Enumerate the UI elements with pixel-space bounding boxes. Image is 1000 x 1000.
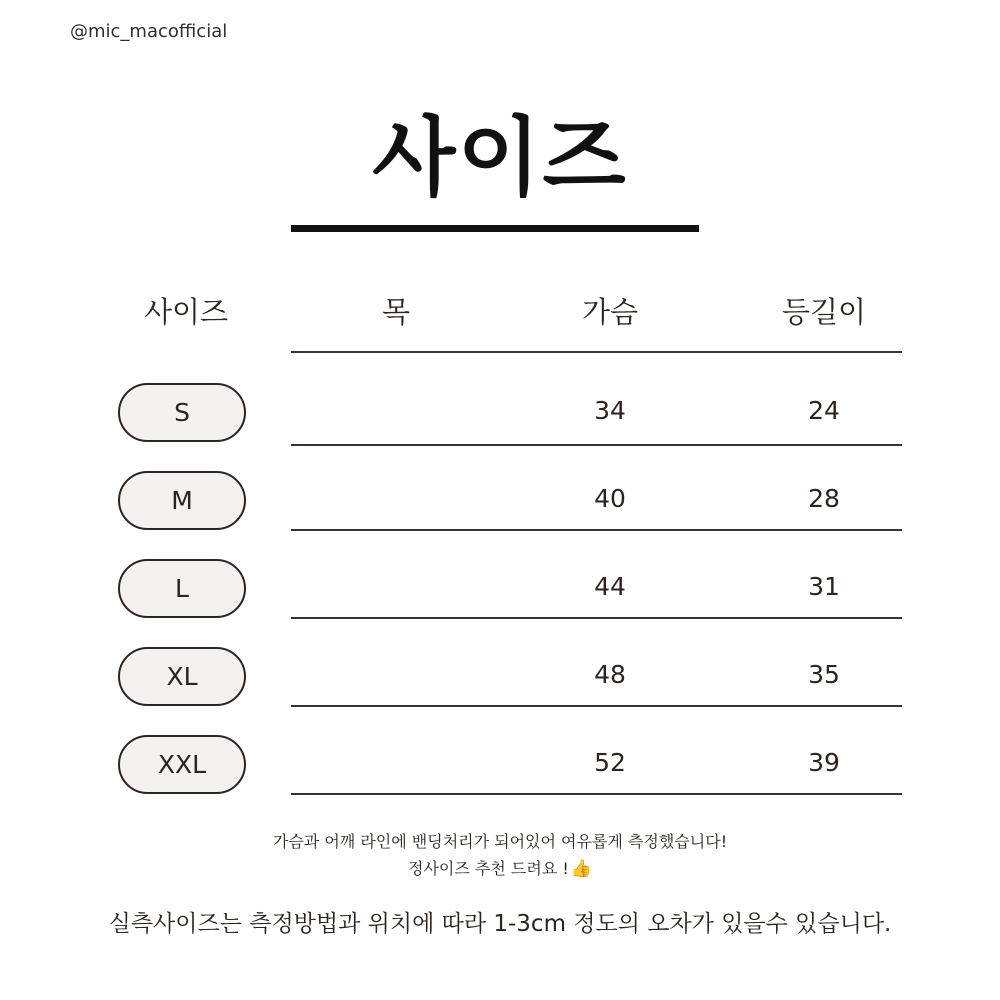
chest-value: 52 (594, 748, 626, 777)
header-back-length: 등길이 (781, 295, 867, 329)
chest-value: 34 (594, 396, 626, 425)
row-divider (291, 444, 902, 446)
measurement-disclaimer: 실측사이즈는 측정방법과 위치에 따라 1-3cm 정도의 오차가 있을수 있습니다. (108, 911, 892, 937)
size-pill-l: L (118, 559, 246, 618)
header-divider (291, 351, 902, 353)
size-pill-s: S (118, 383, 246, 442)
recommendation-text: 정사이즈 추천 드려요 ! (408, 859, 569, 878)
back-length-value: 31 (808, 572, 840, 601)
fit-note: 가슴과 어깨 라인에 밴딩처리가 되어있어 여유롭게 측정했습니다! (272, 832, 728, 851)
header-neck: 목 (381, 295, 410, 329)
row-divider (291, 705, 902, 707)
account-handle: @mic_macofficial (70, 21, 228, 42)
row-divider (291, 793, 902, 795)
chest-value: 40 (594, 484, 626, 513)
recommendation-note (0, 856, 1000, 882)
page-title: 사이즈 (372, 108, 628, 208)
chest-value: 44 (594, 572, 626, 601)
header-size: 사이즈 (143, 295, 229, 329)
back-length-value: 39 (808, 748, 840, 777)
size-pill-xxl: XXL (118, 735, 246, 794)
chest-value: 48 (594, 660, 626, 689)
back-length-value: 35 (808, 660, 840, 689)
title-underline (291, 225, 699, 232)
size-pill-m: M (118, 471, 246, 530)
thumbs-up-icon: 👍 (570, 859, 592, 879)
back-length-value: 28 (808, 484, 840, 513)
header-chest: 가슴 (581, 295, 639, 329)
size-pill-xl: XL (118, 647, 246, 706)
row-divider (291, 617, 902, 619)
back-length-value: 24 (808, 396, 840, 425)
row-divider (291, 529, 902, 531)
